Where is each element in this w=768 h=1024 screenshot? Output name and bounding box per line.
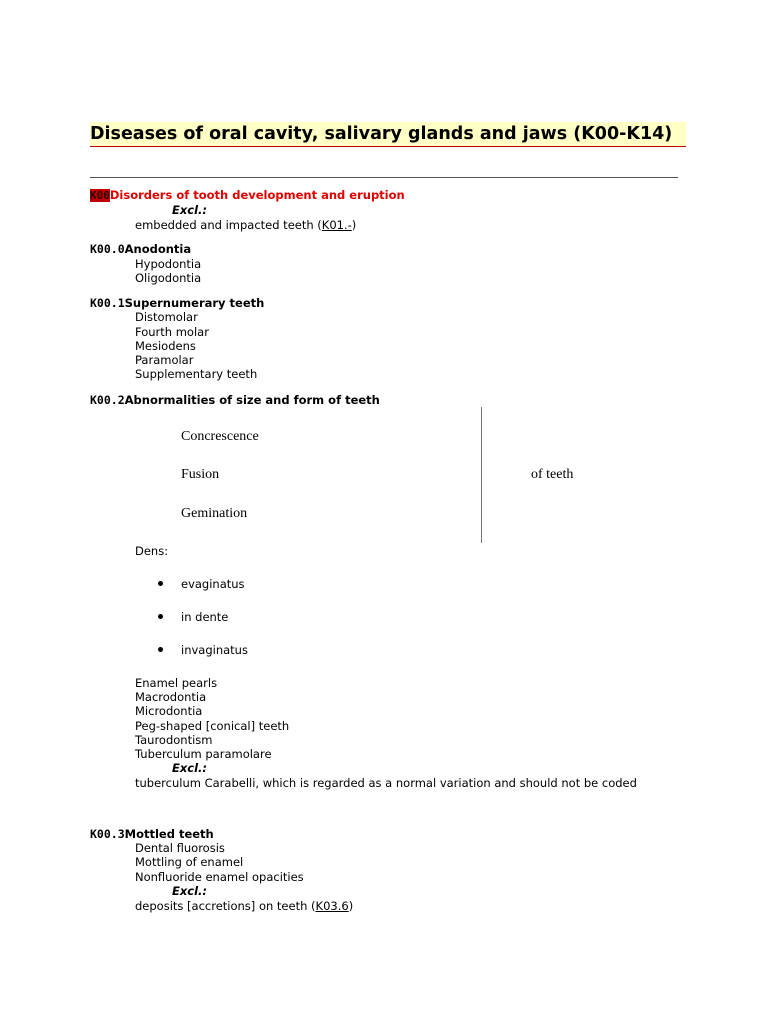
page-title: Diseases of oral cavity, salivary glands and jaws (K00-K14) [90,122,686,147]
code-k00-2: K00.2 [90,393,125,407]
bullet-icon [158,647,163,652]
list-item: Mottling of enamel [135,855,244,869]
list-item: Dental fluorosis [135,841,225,855]
list-item: Distomolar [135,310,198,324]
section-k00-3 [90,827,214,841]
heading-k00-2: Abnormalities of size and form of teeth [124,393,380,407]
bullet-icon [158,614,163,619]
heading-k00-0: Anodontia [124,242,192,256]
heading-k00-1: Supernumerary teeth [124,296,265,310]
list-item: Supplementary teeth [135,367,258,381]
code-k00-3: K00.3 [90,827,125,841]
list-item: Mesiodens [135,339,196,353]
section-k00-1 [90,296,264,310]
horizontal-rule [90,177,678,178]
link-k01[interactable]: K01.- [321,218,352,232]
list-item: evaginatus [181,577,245,591]
dens-label: Dens: [135,544,169,558]
code-k00[interactable]: K00 [90,189,110,202]
heading-k00-3: Mottled teeth [124,827,214,841]
list-item: Peg-shaped [conical] teeth [135,719,290,733]
excl-text: tuberculum Carabelli, which is regarded as a normal variation and should not be coded [135,776,637,790]
list-item: Oligodontia [135,271,202,285]
list-item: Taurodontism [135,733,213,747]
list-item: Enamel pearls [135,676,218,690]
group-item: Gemination [181,506,248,521]
list-item: Tuberculum paramolare [135,747,272,761]
code-k00-0: K00.0 [90,242,125,256]
list-item: invaginatus [181,643,248,657]
list-item: Hypodontia [135,257,202,271]
list-item: Macrodontia [135,690,207,704]
section-k00-0 [90,242,191,256]
section-k00-2 [90,393,380,407]
excl-label: Excl.: [172,884,207,898]
heading-k00: Disorders of tooth development and eruption [109,188,405,202]
list-item: Microdontia [135,704,203,718]
excl-label: Excl.: [172,761,207,775]
list-item: Fourth molar [135,325,209,339]
group-item: Concrescence [181,429,259,444]
section-k00 [90,188,405,203]
excl-label: Excl.: [172,203,207,217]
group-suffix: of teeth [531,467,574,482]
list-item: Nonfluoride enamel opacities [135,870,304,884]
excl-text: deposits [accretions] on teeth (K03.6) [135,899,354,913]
group-item: Fusion [181,467,220,482]
list-item: Paramolar [135,353,194,367]
group-bracket [481,407,482,543]
bullet-icon [158,581,163,586]
excl-text: embedded and impacted teeth (K01.-) [135,218,357,232]
code-k00-1: K00.1 [90,296,125,310]
list-item: in dente [181,610,229,624]
link-k03-6[interactable]: K03.6 [315,899,349,913]
